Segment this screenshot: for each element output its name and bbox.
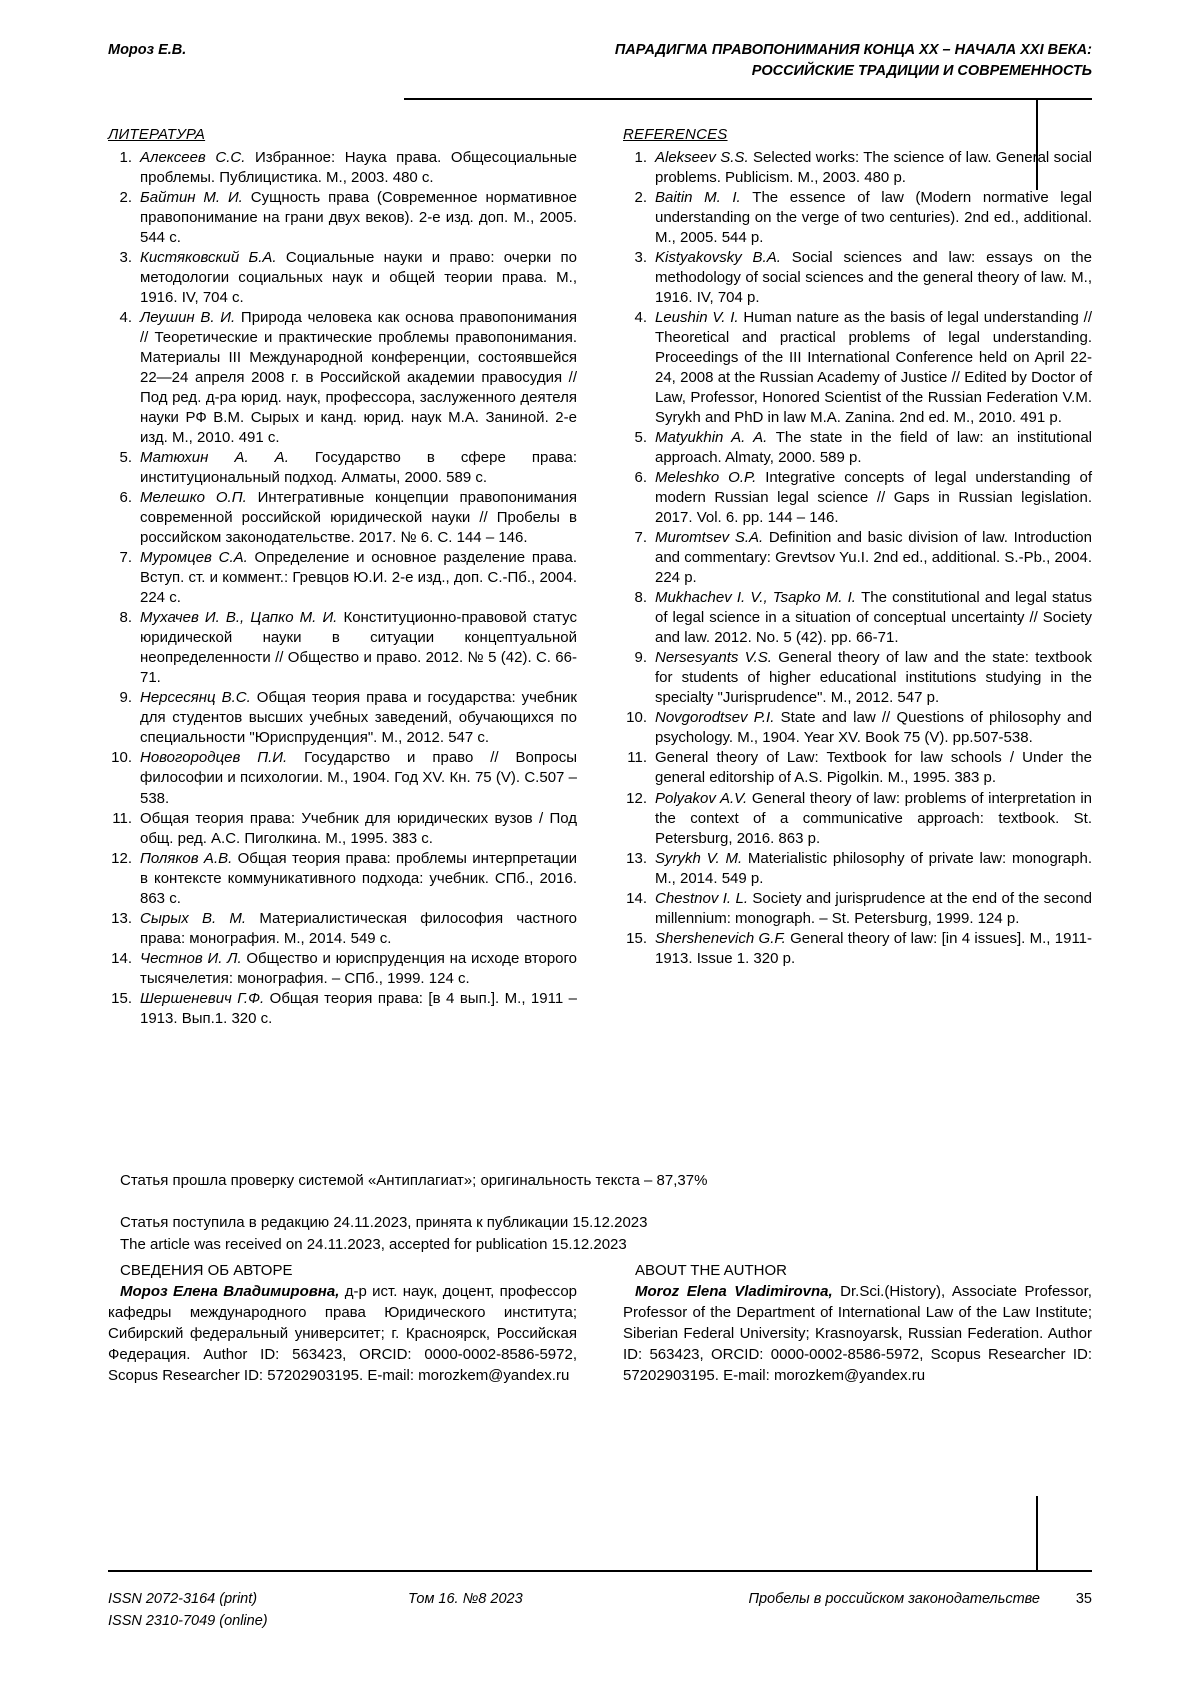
reference-item — [108, 849, 577, 909]
header-title-line-2: РОССИЙСКИЕ ТРАДИЦИИ И СОВРЕМЕННОСТЬ — [751, 63, 1092, 80]
author-name-en: Moroz Elena Vladimirovna, — [635, 1283, 833, 1300]
reference-number: 7. — [634, 529, 647, 547]
reference-text — [140, 990, 577, 1027]
reference-author: Shershenevich G.F. — [655, 929, 791, 947]
reference-text — [140, 449, 577, 486]
reference-text — [140, 609, 577, 686]
reference-body-text: The essence of law (Modern normative legal understanding on the verge of two centuries). 2nd ed., additional. M., 2005. 544 p. — [655, 189, 1092, 247]
reference-item — [623, 789, 1092, 849]
reference-item — [623, 929, 1092, 969]
reference-number: 8. — [119, 609, 132, 627]
reference-item — [623, 748, 1092, 788]
reference-number: 12. — [111, 849, 132, 867]
reference-text — [655, 149, 1092, 186]
reference-body-text: Сущность права (Современное нормативное правопонимание на грани двух веков). 2-е изд. доп. М., 2005. 544 с. — [140, 189, 577, 247]
reference-author: Честнов И. Л. — [140, 949, 247, 967]
reference-author: Шершеневич Г.Ф. — [140, 989, 270, 1007]
reference-body-text: Общая теория права и государства: учебник для студентов высших учебных заведений, обучающихся по специальности "Юриспруденция". М., 2012. 547 с. — [140, 689, 577, 747]
reference-item — [623, 248, 1092, 308]
reference-number: 4. — [634, 309, 647, 327]
submission-dates — [108, 1212, 1104, 1256]
reference-body-text: State and law // Questions of philosophy and psychology. M., 1904. Year XV. Book 75 (V). pp.507-538. — [655, 709, 1092, 747]
reference-number: 1. — [119, 149, 132, 166]
footer-divider — [108, 1570, 1092, 1572]
reference-text — [655, 529, 1092, 586]
reference-number: 6. — [119, 489, 132, 507]
header-title-line-1: ПАРАДИГМА ПРАВОПОНИМАНИЯ КОНЦА XX – НАЧАЛА XXI ВЕКА: — [614, 42, 1092, 58]
reference-author: Matyukhin A. A. — [655, 429, 776, 447]
reference-body-text: Общая теория права: Учебник для юридических вузов / Под общ. ред. А.С. Пиголкина. М., 1995. 383 с. — [140, 809, 577, 847]
footer-row — [108, 1588, 1092, 1633]
references-column-russian — [108, 126, 577, 1029]
header-divider — [404, 98, 1092, 100]
footer-vertical-rule — [1036, 1496, 1038, 1572]
reference-text — [655, 469, 1092, 526]
reference-author: Alekseev S.S. — [655, 149, 754, 166]
reference-number: 1. — [634, 149, 647, 166]
reference-body-text: General theory of law: [in 4 issues]. M., 1911-1913. Issue 1. 320 p. — [655, 929, 1093, 967]
reference-item — [108, 949, 577, 989]
author-details-en: Dr.Sci.(History), Associate Professor, Professor of the Department of International Law of the Law Institute; Siberian Federal University; Krasnoyarsk, Russian Federation. Author ID: 563423, ORCID: 0000-0002-8586-5972, Scopus Researcher ID: 57202903195. E-mail: morozkem@yandex.ru — [623, 1283, 1092, 1384]
author-info-english — [623, 1262, 1092, 1386]
reference-author: Syrykh V. M. — [655, 849, 748, 867]
reference-item — [623, 428, 1092, 468]
reference-text — [140, 749, 577, 806]
reference-author: Сырых В. М. — [140, 909, 260, 927]
reference-author: Байтин М. И. — [140, 189, 251, 207]
references-list — [623, 148, 1092, 969]
reference-text — [140, 810, 577, 847]
reference-number: 5. — [634, 429, 647, 447]
reference-number: 2. — [119, 189, 132, 207]
reference-item — [623, 588, 1092, 648]
references-heading: REFERENCES — [623, 126, 728, 143]
reference-body-text: Государство в сфере права: институциональный подход. Алматы, 2000. 589 с. — [140, 449, 577, 487]
reference-item — [108, 809, 577, 849]
reference-author: Chestnov I. L. — [655, 889, 753, 907]
reference-item — [623, 308, 1092, 428]
reference-number: 8. — [634, 589, 647, 607]
header-title — [615, 40, 1092, 82]
reference-item — [108, 748, 577, 808]
reference-body-text: Общество и юриспруденция на исходе второго тысячелетия: монография. – СПб., 1999. 124 с. — [140, 949, 577, 987]
reference-number: 7. — [119, 549, 132, 567]
reference-item — [108, 688, 577, 748]
references-columns — [108, 126, 1092, 1029]
reference-body-text: Materialistic philosophy of private law: monograph. M., 2014. 549 p. — [655, 849, 1092, 887]
reference-item — [108, 989, 577, 1029]
received-date-en: The article was received on 24.11.2023, accepted for publication 15.12.2023 — [120, 1235, 627, 1253]
reference-item — [108, 188, 577, 248]
reference-text — [655, 189, 1092, 246]
reference-text — [140, 189, 577, 246]
reference-body-text: Общая теория права: проблемы интерпретации в контексте коммуникативного подхода: учебник. СПб., 2016. 863 с. — [140, 849, 577, 907]
journal-name: Пробелы в российском законодательстве — [748, 1591, 1040, 1607]
reference-item — [108, 308, 577, 448]
reference-body-text: Интегративные концепции правопонимания современной российской юридической науки // Пробелы в российском законодательстве. 2017. № 6. С. 144 – 146. — [140, 489, 577, 547]
reference-author: Muromtsev S.A. — [655, 529, 769, 547]
reference-item — [623, 528, 1092, 588]
reference-author: Кистяковский Б.А. — [140, 249, 286, 267]
reference-text — [655, 850, 1092, 887]
reference-text — [140, 689, 577, 746]
reference-number: 15. — [626, 929, 647, 947]
reference-author: Матюхин А. А. — [140, 449, 315, 467]
reference-body-text: General theory of law: problems of interpretation in the context of a communicative approach: textbook. St. Petersburg, 2016. 863 p. — [655, 789, 1092, 847]
reference-body-text: Определение и основное разделение права. Вступ. ст. и коммент.: Гревцов Ю.И. 2-е изд., доп. С.-Пб., 2004. 224 с. — [140, 549, 577, 607]
reference-text — [140, 549, 577, 606]
author-info-body-ru — [108, 1281, 577, 1386]
header-author: Мороз Е.В. — [108, 42, 187, 58]
reference-number: 3. — [634, 249, 647, 267]
reference-number: 2. — [634, 189, 647, 207]
reference-number: 11. — [112, 809, 132, 827]
reference-body-text: Integrative concepts of legal understanding of modern Russian legal science // Gaps in Russian legislation. 2017. Vol. 6. pp. 144 – 146. — [655, 469, 1092, 527]
reference-text — [655, 309, 1092, 426]
author-information — [108, 1262, 1092, 1386]
reference-item — [108, 548, 577, 608]
reference-text — [140, 910, 577, 947]
reference-text — [140, 489, 577, 546]
reference-author: Муромцев С.А. — [140, 549, 255, 567]
volume-info: Том 16. №8 2023 — [408, 1591, 523, 1607]
reference-item — [108, 488, 577, 548]
literature-list — [108, 148, 577, 1029]
page-footer — [108, 1588, 1092, 1633]
reference-item — [108, 608, 577, 688]
reference-item — [108, 248, 577, 308]
author-info-heading-en: ABOUT THE AUTHOR — [635, 1262, 787, 1279]
reference-body-text: Human nature as the basis of legal understanding // Theoretical and practical problems of legal understanding. Proceedings of the III International Conference held on April 22-24, 2008 at the Russian Academy of Justice // Edited by Doctor of Law, Professor, Honored Scientist of the Russian Federation V.M. Syrykh and PhD in law M.A. Zanina. 2nd ed. M., 2010. 491 p. — [655, 309, 1092, 427]
reference-body-text: Selected works: The science of law. General social problems. Publicism. M., 2003. 480 p. — [655, 149, 1093, 187]
reference-number: 10. — [626, 709, 647, 727]
reference-author: Поляков А.В. — [140, 849, 238, 867]
issn-block — [108, 1588, 408, 1633]
antiplagiarism-note: Статья прошла проверку системой «Антиплагиат»; оригинальность текста – 87,37% — [120, 1172, 708, 1189]
reference-text — [655, 649, 1092, 706]
reference-body-text: Конституционно-правовой статус юридической науки в ситуации концептуальной неопределенности // Общество и право. 2012. № 5 (42). С. 66-71. — [140, 609, 577, 687]
reference-item — [623, 188, 1092, 248]
reference-body-text: Общая теория права: [в 4 вып.]. М., 1911 – 1913. Вып.1. 320 с. — [140, 989, 577, 1027]
reference-author: Nersesyants V.S. — [655, 649, 779, 667]
reference-text — [655, 930, 1092, 967]
reference-number: 5. — [119, 449, 132, 467]
reference-item — [623, 889, 1092, 929]
reference-body-text: The state in the field of law: an institutional approach. Almaty, 2000. 589 p. — [655, 429, 1092, 467]
references-column-english — [623, 126, 1092, 1029]
reference-number: 14. — [626, 889, 647, 907]
reference-item — [623, 708, 1092, 748]
reference-item — [108, 909, 577, 949]
issn-print: ISSN 2072-3164 (print) — [108, 1591, 258, 1607]
reference-number: 10. — [111, 749, 132, 767]
reference-body-text: General theory of Law: Textbook for law schools / Under the general editorship of A.S. Pigolkin. M., 1995. 383 p. — [655, 749, 1092, 787]
reference-author: Novgorodtsev P.I. — [655, 709, 781, 727]
reference-body-text: Избранное: Наука права. Общесоциальные проблемы. Публицистика. М., 2003. 480 с. — [140, 149, 577, 187]
reference-author: Meleshko O.P. — [655, 469, 766, 487]
reference-text — [655, 749, 1092, 786]
reference-number: 6. — [634, 469, 647, 487]
author-info-body-en — [623, 1281, 1092, 1386]
reference-number: 13. — [626, 849, 647, 867]
reference-text — [655, 249, 1092, 306]
reference-body-text: Social sciences and law: essays on the methodology of social sciences and the general theory of law. M., 1916. IV, 704 p. — [655, 249, 1092, 307]
reference-text — [140, 950, 577, 987]
reference-text — [140, 149, 577, 186]
reference-number: 3. — [119, 249, 132, 267]
issn-online: ISSN 2310-7049 (online) — [108, 1613, 268, 1630]
page-number: 35 — [1075, 1591, 1092, 1607]
reference-author: Mukhachev I. V., Tsapko M. I. — [655, 589, 862, 607]
literature-heading: ЛИТЕРАТУРА — [108, 126, 206, 143]
reference-body-text: Государство и право // Вопросы философии и психологии. М., 1904. Год XV. Кн. 75 (V). С.507 – 538. — [140, 749, 577, 807]
reference-item — [623, 148, 1092, 188]
reference-author: Kistyakovsky B.A. — [655, 249, 792, 267]
reference-body-text: Материалистическая философия частного права: монография. М., 2014. 549 с. — [140, 909, 577, 947]
reference-number: 15. — [111, 989, 132, 1007]
reference-item — [623, 468, 1092, 528]
reference-item — [108, 148, 577, 188]
reference-item — [623, 648, 1092, 708]
reference-body-text: Definition and basic division of law. Introduction and commentary: Grevtsov Yu.I. 2nd ed., additional. S.-Pb., 2004. 224 p. — [655, 529, 1092, 587]
reference-text — [140, 850, 577, 907]
reference-text — [140, 309, 577, 446]
reference-number: 12. — [626, 789, 647, 807]
author-details-ru: д-р ист. наук, доцент, профессор кафедры международного права Юридического института; Сибирский федеральный университет; г. Красноярск, Российская Федерация. Author ID: 563423, ORCID: 0000-0002-8586-5972, Scopus Researcher ID: 57202903195. E-mail: morozkem@yandex.ru — [108, 1283, 577, 1384]
reference-author: Новогородцев П.И. — [140, 749, 305, 767]
reference-text — [655, 429, 1092, 466]
reference-author: Леушин В. И. — [140, 309, 241, 327]
reference-text — [655, 790, 1092, 847]
reference-author: Baitin M. I. — [655, 189, 753, 207]
reference-number: 13. — [111, 909, 132, 927]
author-name-ru: Мороз Елена Владимировна, — [120, 1283, 340, 1300]
reference-number: 4. — [119, 309, 132, 327]
reference-author: Мелешко О.П. — [140, 489, 258, 507]
reference-number: 11. — [627, 749, 647, 767]
reference-body-text: The constitutional and legal status of legal science in a situation of conceptual uncertainty // Society and law. 2012. No. 5 (42). pp. 66-71. — [655, 589, 1092, 647]
reference-body-text: Социальные науки и право: очерки по методологии социальных наук и общей теории права. М., 1916. IV, 704 с. — [140, 249, 577, 307]
reference-body-text: Природа человека как основа правопонимания // Теоретические и практические проблемы правопонимания. Материалы III Международной конференции, состоявшейся 22—24 апреля 2008 г. в Российской академии правосудия // Под ред. д-ра юрид. наук, профессора, заслуженного деятеля науки РФ В.М. Сырых и канд. юрид. наук М.А. Заниной. 2-е изд. М., 2010. 491 с. — [140, 309, 577, 447]
reference-author: Нерсесянц В.С. — [140, 689, 257, 707]
reference-number: 9. — [119, 689, 132, 707]
reference-body-text: General theory of law and the state: textbook for students of higher educational institutions studying in the specialty "Jurisprudence". M., 2012. 547 p. — [655, 649, 1092, 707]
reference-number: 14. — [111, 949, 132, 967]
reference-body-text: Society and jurisprudence at the end of the second millennium: monograph. – St. Petersburg, 1999. 124 p. — [655, 889, 1093, 927]
reference-text — [655, 890, 1092, 927]
reference-item — [108, 448, 577, 488]
reference-author: Алексеев С.С. — [140, 149, 255, 166]
reference-author: Leushin V. I. — [655, 309, 744, 327]
reference-author: Polyakov A.V. — [655, 789, 752, 807]
author-info-heading-ru: СВЕДЕНИЯ ОБ АВТОРЕ — [120, 1262, 293, 1279]
page-header — [108, 40, 1092, 82]
reference-author: Мухачев И. В., Цапко М. И. — [140, 609, 344, 627]
reference-text — [140, 249, 577, 306]
reference-text — [655, 709, 1092, 746]
reference-item — [623, 849, 1092, 889]
author-info-russian — [108, 1262, 577, 1386]
received-date-ru: Статья поступила в редакцию 24.11.2023, принята к публикации 15.12.2023 — [120, 1214, 648, 1231]
reference-number: 9. — [634, 649, 647, 667]
reference-text — [655, 589, 1092, 646]
